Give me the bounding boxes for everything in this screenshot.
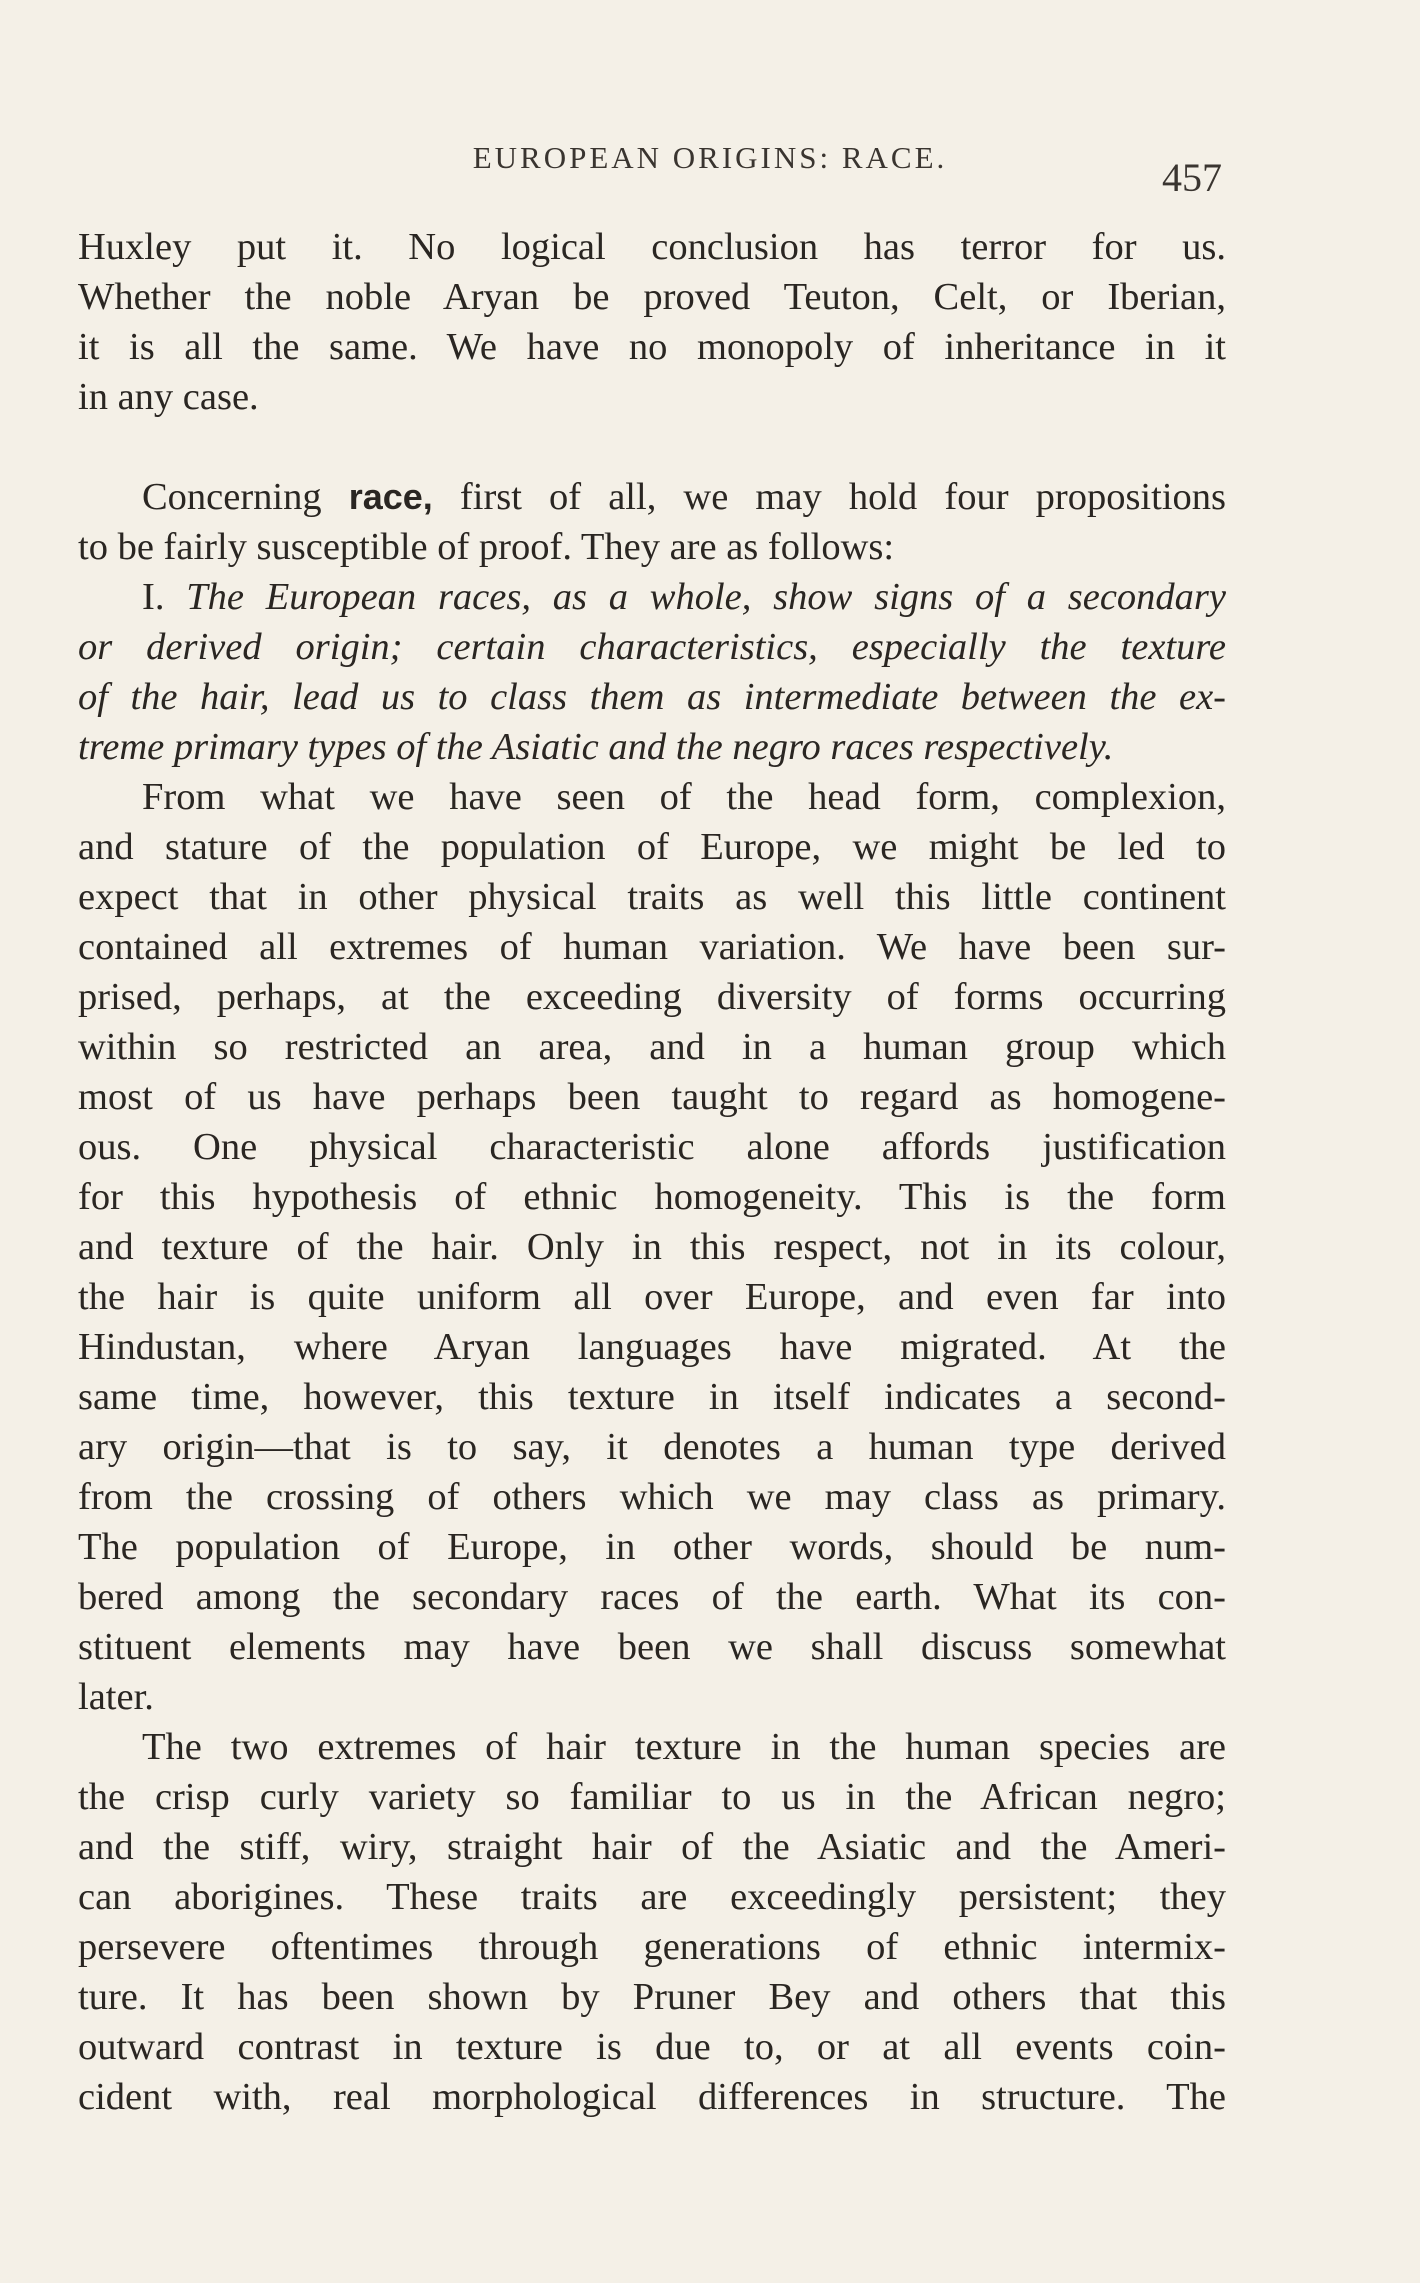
text-line: or derived origin; certain characteristics, especially the texture bbox=[78, 626, 1226, 668]
text-fragment: first of all, we may hold four propositions bbox=[459, 476, 1226, 518]
text-line: most of us have perhaps been taught to regard as homogene- bbox=[78, 1076, 1226, 1118]
text-line: bered among the secondary races of the earth. What its con- bbox=[78, 1576, 1226, 1618]
text-line: and stature of the population of Europe, we might be led to bbox=[78, 826, 1226, 868]
text-line: From what we have seen of the head form, complexion, bbox=[142, 776, 1226, 818]
text-line: prised, perhaps, at the exceeding diversity of forms occurring bbox=[78, 976, 1226, 1018]
text-line: persevere oftentimes through generations of ethnic intermix- bbox=[78, 1926, 1226, 1968]
text-line: later. bbox=[78, 1676, 154, 1718]
text-line bbox=[78, 572, 1226, 622]
text-line: expect that in other physical traits as well this little continent bbox=[78, 876, 1226, 918]
body-text bbox=[78, 222, 1226, 2122]
text-line: cident with, real morphological differences in structure. The bbox=[78, 2076, 1226, 2118]
text-line: The two extremes of hair texture in the human species are bbox=[142, 1726, 1226, 1768]
text-line: treme primary types of the Asiatic and the negro races respectively. bbox=[78, 726, 1114, 768]
text-line: in any case. bbox=[78, 376, 259, 418]
text-line: and the stiff, wiry, straight hair of the Asiatic and the Ameri- bbox=[78, 1826, 1226, 1868]
text-fragment: Concerning bbox=[142, 476, 322, 518]
text-line: the crisp curly variety so familiar to us in the African negro; bbox=[78, 1776, 1226, 1818]
proposition-label: I. bbox=[142, 576, 165, 618]
paragraph-hair-extremes bbox=[78, 1722, 1226, 2122]
paragraph-hair-uniformity bbox=[78, 772, 1226, 1722]
text-line: can aborigines. These traits are exceedingly persistent; they bbox=[78, 1876, 1226, 1918]
text-line: from the crossing of others which we may class as primary. bbox=[78, 1476, 1226, 1518]
text-line: The population of Europe, in other words, should be num- bbox=[78, 1526, 1226, 1568]
page-number: 457 bbox=[1162, 155, 1222, 200]
keyword-race: race, bbox=[348, 476, 433, 517]
paragraph-race-intro bbox=[78, 472, 1226, 572]
text-line: ary origin—that is to say, it denotes a human type derived bbox=[78, 1426, 1226, 1468]
running-head: EUROPEAN ORIGINS: RACE. bbox=[472, 140, 948, 175]
text-line: it is all the same. We have no monopoly of inheritance in it bbox=[78, 326, 1226, 368]
text-line: to be fairly susceptible of proof. They are as follows: bbox=[78, 526, 895, 568]
text-line: contained all extremes of human variation. We have been sur- bbox=[78, 926, 1226, 968]
proposition-one bbox=[78, 572, 1226, 772]
text-line bbox=[78, 472, 1226, 522]
text-line: the hair is quite uniform all over Europe, and even far into bbox=[78, 1276, 1226, 1318]
paragraph-spacer bbox=[78, 422, 1226, 472]
text-line: and texture of the hair. Only in this respect, not in its colour, bbox=[78, 1226, 1226, 1268]
text-line: same time, however, this texture in itself indicates a second- bbox=[78, 1376, 1226, 1418]
text-line: ture. It has been shown by Pruner Bey and others that this bbox=[78, 1976, 1226, 2018]
text-line: of the hair, lead us to class them as intermediate between the ex- bbox=[78, 676, 1226, 718]
text-line: Huxley put it. No logical conclusion has terror for us. bbox=[78, 226, 1226, 268]
text-line: ous. One physical characteristic alone affords justification bbox=[78, 1126, 1226, 1168]
text-line: for this hypothesis of ethnic homogeneity. This is the form bbox=[78, 1176, 1226, 1218]
text-line: stituent elements may have been we shall discuss somewhat bbox=[78, 1626, 1226, 1668]
paragraph-continuation bbox=[78, 222, 1226, 422]
text-line: within so restricted an area, and in a human group which bbox=[78, 1026, 1226, 1068]
text-line: Whether the noble Aryan be proved Teuton, Celt, or Iberian, bbox=[78, 276, 1226, 318]
text-line: outward contrast in texture is due to, or at all events coin- bbox=[78, 2026, 1226, 2068]
text-line: Hindustan, where Aryan languages have migrated. At the bbox=[78, 1326, 1226, 1368]
text-fragment: The European races, as a whole, show signs of a secondary bbox=[186, 576, 1226, 618]
